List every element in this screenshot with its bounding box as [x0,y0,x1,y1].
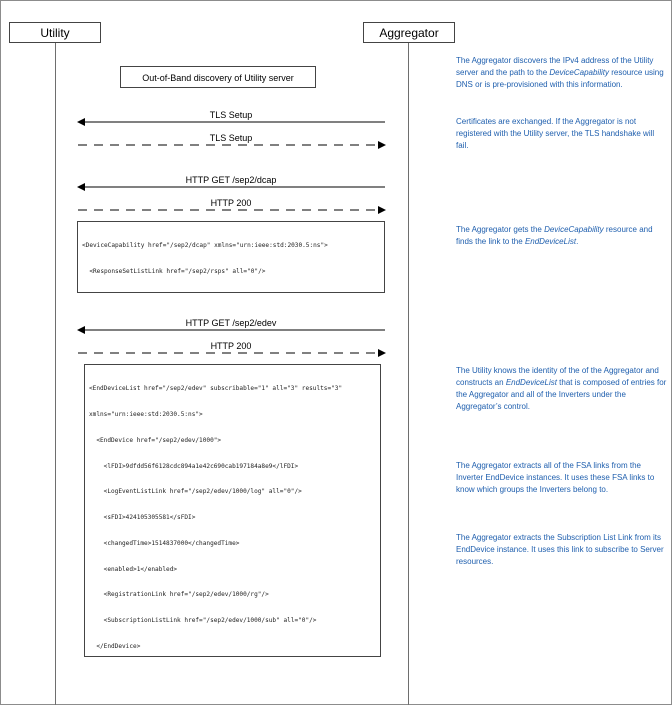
participant-aggregator: Aggregator [363,22,455,43]
note-text: resource using DNS or is pre-provisioned with this information. [456,68,664,89]
xml-line: </EndDevice> [89,643,141,650]
label-tls-setup-1: TLS Setup [209,110,253,120]
note-text: The Aggregator gets the [456,225,545,234]
xml-line: <lFDI>9dfdd56f6128cdc894a1e42c690cab197184a8e9</lFDI> [89,462,299,470]
xml-line: <RegistrationLink href="/sep2/edev/1000/rg"/> [89,591,269,599]
note-end-device-list [456,365,668,413]
xml-line: <SubscriptionListLink href="/sep2/edev/1000/sub" all="0"/> [89,617,317,625]
note-discovery [456,55,668,91]
note-fsa-links: The Aggregator extracts all of the FSA links from the Inverter EndDevice instances. It uses these FSA links to know which groups the Inverters belong to. [456,461,655,494]
xml-line: <sFDI>424105305581</sFDI> [89,514,196,522]
label-http-200-2: HTTP 200 [210,341,252,351]
note-emphasis: EndDeviceList [524,237,577,246]
note-text: The Aggregator discovers the IPv4 address of the Utility server and the path to the [456,56,654,77]
xml-line: <ResponseSetListLink href="/sep2/rsps" all="0"/> [82,267,266,275]
xml-device-capability [77,221,385,293]
xml-line: <enabled>1</enabled> [89,565,178,573]
note-text: resource and finds the link to the [456,225,653,246]
note-subscription: The Aggregator extracts the Subscription List Link from its EndDevice instance. It uses this link to subscribe to Server resources. [456,533,664,566]
participant-utility: Utility [9,22,101,43]
note-emphasis: DeviceCapability [549,68,609,77]
label-http-get-dcap: HTTP GET /sep2/dcap [185,175,277,185]
note-emphasis: DeviceCapability [544,225,604,234]
label-http-200-1: HTTP 200 [210,198,252,208]
xml-line: xmlns="urn:ieee:std:2030.5:ns"> [89,410,203,418]
note-text: . [576,237,579,246]
oob-discovery-box: Out-of-Band discovery of Utility server [120,66,316,88]
note-text: The Utility knows the identity of the of the Aggregator and constructs an [456,366,659,387]
note-text: that is composed of entries for the Aggregator and all of the Inverters under the Aggregator’s control. [456,378,667,411]
xml-line: <changedTime>1514837000</changedTime> [89,539,240,547]
xml-line: <EndDeviceList href="/sep2/edev" subscribable="1" all="3" results="3" [89,385,343,393]
note-emphasis: EndDeviceList [505,378,557,387]
xml-line: <LogEventListLink href="/sep2/edev/1000/log" all="0"/> [89,488,302,496]
label-tls-setup-2: TLS Setup [209,133,253,143]
xml-line: <DeviceCapability href="/sep2/dcap" xmlns="urn:ieee:std:2030.5:ns"> [82,242,328,250]
label-http-get-edev: HTTP GET /sep2/edev [185,318,277,328]
xml-end-device-list [84,364,381,657]
note-device-capability [456,224,668,248]
note-certificates: Certificates are exchanged. If the Aggregator is not registered with the Utility server, the TLS handshake will fail. [456,117,655,150]
xml-line: <EndDevice href="/sep2/edev/1000"> [89,436,222,444]
